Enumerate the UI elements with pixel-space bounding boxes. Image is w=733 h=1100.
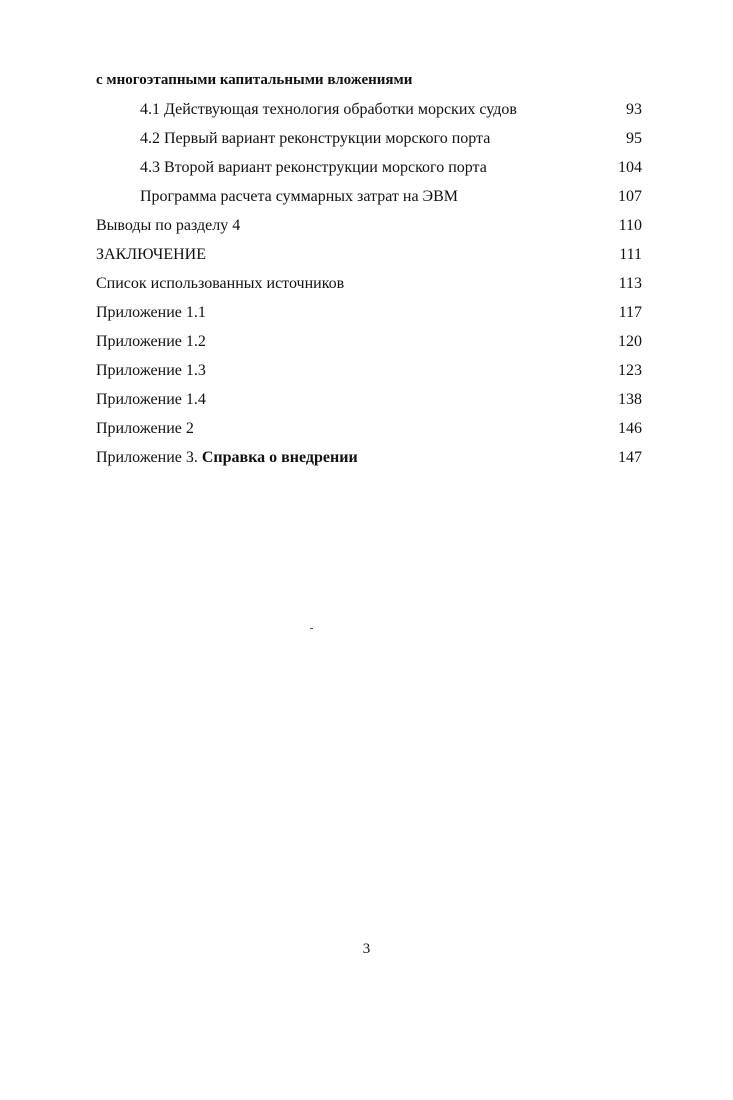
toc-entry-page: 117 [618,304,642,321]
toc-entry-page: 104 [618,159,642,176]
toc-entry-title-prefix: Приложение 3. [96,449,202,466]
toc-entry-page: 95 [626,130,642,147]
page-number: 3 [362,941,371,957]
toc-entry-page: 107 [618,188,642,205]
toc-entry-page: 147 [618,449,642,466]
toc-entry-title: Список использованных источников [96,275,345,292]
toc-entry-title: Выводы по разделу 4 [96,217,241,234]
toc-entry [0,153,733,182]
toc-entry-page: 120 [618,333,642,350]
toc-entry-page: 138 [618,391,642,408]
toc-entry-page: 123 [618,362,642,379]
toc-entry [0,124,733,153]
toc-entry [0,240,733,269]
toc-entry [0,298,733,327]
toc-entry-title [96,443,358,472]
toc-entry [0,356,733,385]
toc-entry [0,414,733,443]
toc-entry-title: 4.2 Первый вариант реконструкции морского порта [140,130,491,147]
toc-entry-page: 146 [618,420,642,437]
toc-heading-text: с многоэтапными капитальными вложениями [96,72,413,88]
toc-entry-title: Приложение 1.1 [96,304,206,321]
toc-entry [0,211,733,240]
toc-entry-title: ЗАКЛЮЧЕНИЕ [96,246,206,263]
toc-entry [0,95,733,124]
toc-entry-title: Приложение 2 [96,420,194,437]
toc-entry [0,269,733,298]
toc-entry-page: 113 [618,275,642,292]
toc-entry-title: 4.1 Действующая технология обработки морских судов [140,101,517,118]
toc-entry-title: Программа расчета суммарных затрат на ЭВМ [140,188,459,205]
toc-entry-page: 93 [626,101,642,118]
toc-entry [0,327,733,356]
toc-entry [0,385,733,414]
toc-entry-page: 110 [618,217,642,234]
scan-speck [310,628,313,629]
table-of-contents [0,66,733,472]
toc-entry-page: 111 [619,246,642,263]
toc-entry [0,443,733,472]
toc-entry-title: 4.3 Второй вариант реконструкции морского порта [140,159,487,176]
toc-entry [0,182,733,211]
toc-heading-continuation [0,66,733,95]
toc-entry-title: Приложение 1.3 [96,362,206,379]
toc-entry-title: Приложение 1.4 [96,391,206,408]
toc-entry-title: Приложение 1.2 [96,333,206,350]
toc-entry-title-bold: Справка о внедрении [201,449,358,466]
